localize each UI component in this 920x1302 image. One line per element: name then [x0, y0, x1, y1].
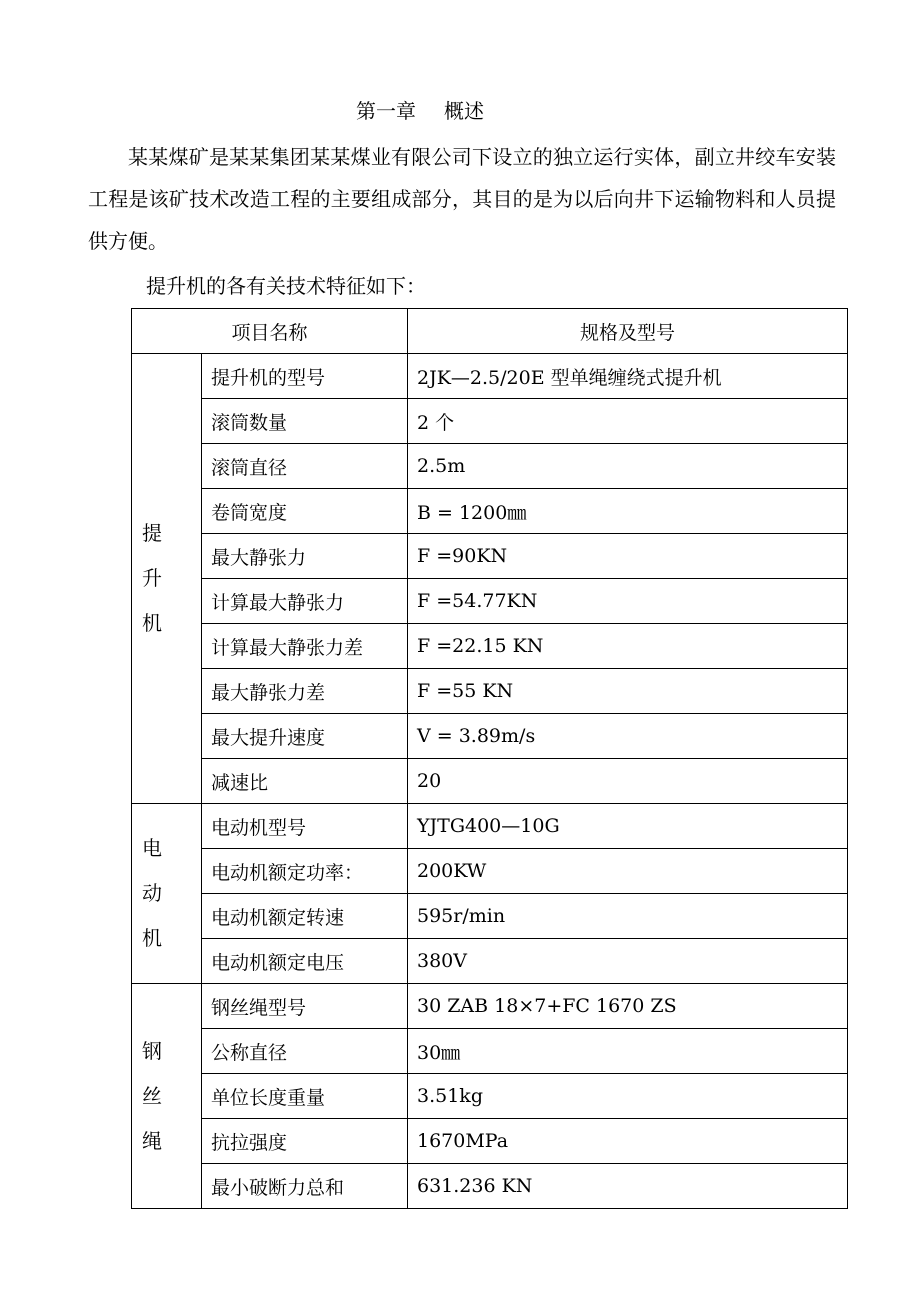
item-name-cell: 最小破断力总和 [202, 1164, 408, 1209]
table-row [132, 1029, 848, 1074]
item-name-cell: 单位长度重量 [202, 1074, 408, 1119]
spec-table [131, 308, 848, 1209]
table-row [132, 354, 848, 399]
item-name-cell: 钢丝绳型号 [202, 984, 408, 1029]
item-name-cell: 电动机型号 [202, 804, 408, 849]
item-name-cell: 电动机额定转速 [202, 894, 408, 939]
header-spec: 规格及型号 [408, 309, 848, 354]
item-name-cell: 最大静张力差 [202, 669, 408, 714]
chapter-number: 第一章 [356, 99, 416, 123]
table-row [132, 1164, 848, 1209]
spec-value-cell: F =55 KN [408, 669, 848, 714]
table-row [132, 804, 848, 849]
table-row [132, 894, 848, 939]
table-row [132, 444, 848, 489]
table-row [132, 939, 848, 984]
spec-value-cell: 2 个 [408, 399, 848, 444]
spec-value-cell: 2.5m [408, 444, 848, 489]
intro-paragraph: 某某煤矿是某某集团某某煤业有限公司下设立的独立运行实体，副立井绞车安装工程是该矿技术改造工程的主要组成部分，其目的是为以后向井下运输物料和人员提供方便。 [88, 145, 836, 253]
spec-value-cell: 30 ZAB 18×7+FC 1670 ZS [408, 984, 848, 1029]
item-name-cell: 滚筒直径 [202, 444, 408, 489]
spec-value-cell: 631.236 KN [408, 1164, 848, 1209]
table-row [132, 759, 848, 804]
item-name-cell: 滚筒数量 [202, 399, 408, 444]
table-header-row [132, 309, 848, 354]
group-cell [132, 354, 202, 804]
spec-table-body [132, 354, 848, 1209]
group-cell [132, 984, 202, 1209]
item-name-cell: 减速比 [202, 759, 408, 804]
spec-value-cell: B = 1200㎜ [408, 489, 848, 534]
chapter-title: 概述 [444, 99, 484, 123]
table-row [132, 399, 848, 444]
item-name-cell: 电动机额定电压 [202, 939, 408, 984]
spec-value-cell: 380V [408, 939, 848, 984]
spec-value-cell: F =54.77KN [408, 579, 848, 624]
group-cell [132, 804, 202, 984]
spec-value-cell: F =90KN [408, 534, 848, 579]
table-row [132, 1074, 848, 1119]
group-label: 提升机 [142, 521, 162, 635]
item-name-cell: 卷筒宽度 [202, 489, 408, 534]
spec-value-cell: YJTG400—10G [408, 804, 848, 849]
group-label: 电动机 [142, 836, 162, 950]
table-row [132, 849, 848, 894]
spec-value-cell: 1670MPa [408, 1119, 848, 1164]
table-row [132, 1119, 848, 1164]
table-row [132, 489, 848, 534]
spec-value-cell: V = 3.89m/s [408, 714, 848, 759]
item-name-cell: 公称直径 [202, 1029, 408, 1074]
table-row [132, 669, 848, 714]
spec-value-cell: 30㎜ [408, 1029, 848, 1074]
item-name-cell: 抗拉强度 [202, 1119, 408, 1164]
spec-value-cell: 595r/min [408, 894, 848, 939]
spec-value-cell: F =22.15 KN [408, 624, 848, 669]
group-label: 钢丝绳 [142, 1038, 162, 1153]
header-item-name: 项目名称 [132, 309, 408, 354]
item-name-cell: 电动机额定功率： [202, 849, 408, 894]
table-row [132, 579, 848, 624]
item-name-cell: 计算最大静张力 [202, 579, 408, 624]
item-name-cell: 最大提升速度 [202, 714, 408, 759]
table-row [132, 714, 848, 759]
table-row [132, 624, 848, 669]
table-lead-text: 提升机的各有关技术特征如下： [146, 274, 426, 298]
item-name-cell: 计算最大静张力差 [202, 624, 408, 669]
spec-value-cell: 3.51kg [408, 1074, 848, 1119]
chapter-heading [0, 96, 840, 126]
spec-value-cell: 2JK—2.5/20E 型单绳缠绕式提升机 [408, 354, 848, 399]
item-name-cell: 提升机的型号 [202, 354, 408, 399]
spec-value-cell: 20 [408, 759, 848, 804]
item-name-cell: 最大静张力 [202, 534, 408, 579]
spec-value-cell: 200KW [408, 849, 848, 894]
table-row [132, 534, 848, 579]
table-row [132, 984, 848, 1029]
